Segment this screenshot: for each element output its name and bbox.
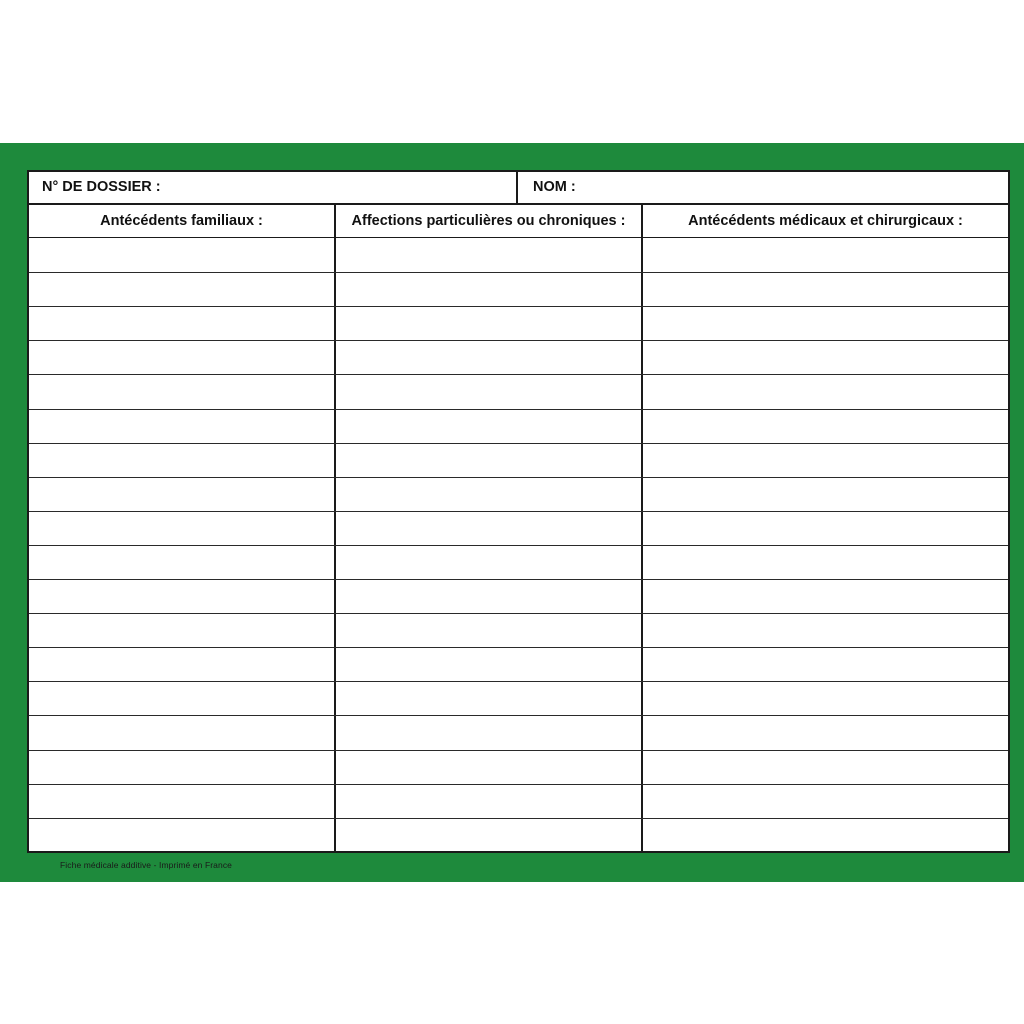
ruled-line [29,306,1008,307]
name-field[interactable] [518,172,1008,203]
footer-note: Fiche médicale additive - Imprimé en France [60,860,233,870]
ruled-line [29,647,1008,648]
ruled-line [29,511,1008,512]
ruled-line [29,613,1008,614]
ruled-line [29,545,1008,546]
ruled-rows[interactable] [29,238,1008,851]
ruled-line [29,715,1008,716]
ruled-line [29,750,1008,751]
medical-card [0,143,1024,882]
dossier-number-field[interactable] [29,172,518,203]
ruled-line [29,681,1008,682]
ruled-line [29,340,1008,341]
column-header-family-history: Antécédents familiaux : [100,213,263,229]
ruled-line [29,818,1008,819]
identity-row [29,172,1008,205]
ruled-line [29,409,1008,410]
column-header-medical-surgical-history: Antécédents médicaux et chirurgicaux : [688,213,963,229]
ruled-line [29,579,1008,580]
ruled-line [29,784,1008,785]
dossier-number-label: N° DE DOSSIER : [42,179,161,195]
ruled-line [29,272,1008,273]
column-header-row [29,205,1008,238]
ruled-line [29,443,1008,444]
column-header-chronic-conditions: Affections particulières ou chroniques : [351,213,626,229]
ruled-line [29,374,1008,375]
form-sheet [27,170,1010,853]
name-label: NOM : [533,179,576,195]
ruled-line [29,477,1008,478]
